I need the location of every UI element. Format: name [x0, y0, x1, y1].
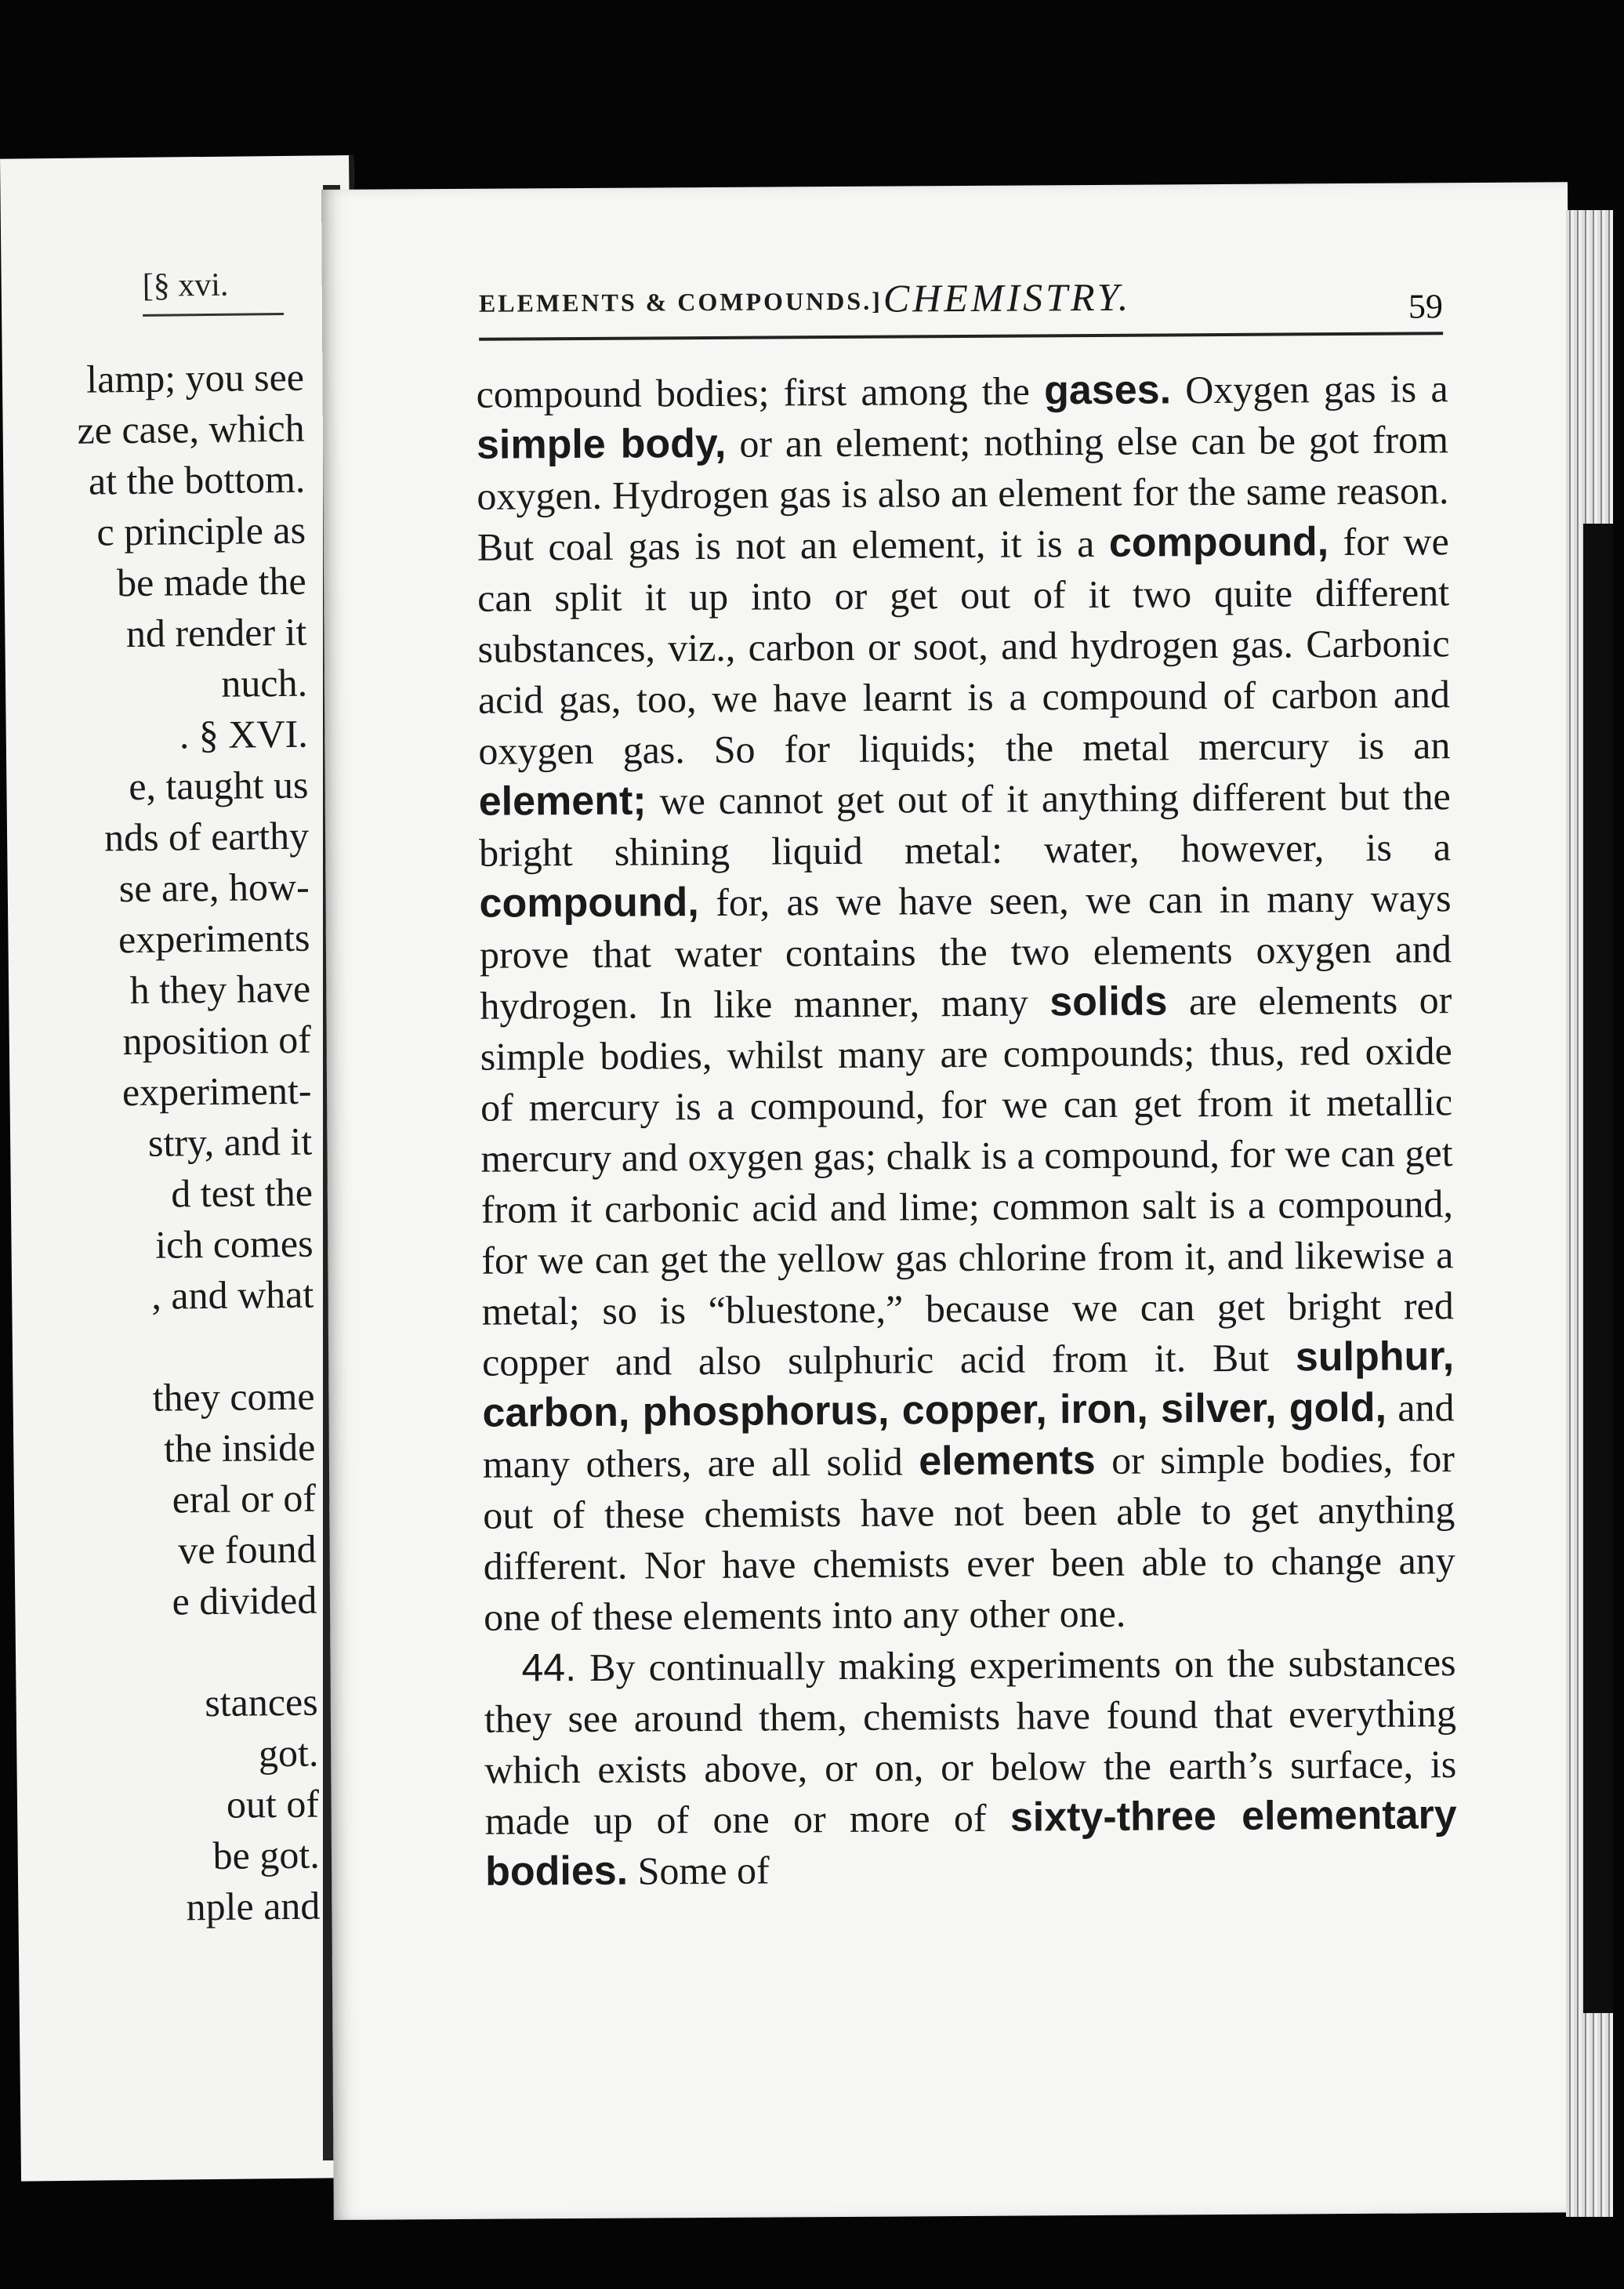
- page-edge: [1566, 210, 1613, 2217]
- left-page-line: ich comes: [154, 1221, 314, 1267]
- running-head: ELEMENTS & COMPOUNDS.]: [478, 286, 883, 317]
- bold-term: gases.: [1043, 367, 1172, 414]
- left-page-line: . § XVI.: [179, 711, 309, 757]
- text-run: or an element; nothing else can be got from oxygen. Hydrogen gas is also an element for the same reason. But coal gas is not an element, it is a: [477, 417, 1449, 569]
- bold-term: simple body,: [476, 420, 727, 468]
- left-page-line: e, taught us: [128, 762, 309, 809]
- left-page: [0, 155, 375, 2182]
- left-page-line: at the bottom.: [88, 456, 306, 503]
- text-run: compound bodies; first among the: [476, 368, 1045, 416]
- text-run: and many others, are all solid: [482, 1385, 1455, 1486]
- bold-term: compound,: [1108, 519, 1329, 566]
- left-page-line: got.: [258, 1730, 319, 1776]
- left-page-line: h they have: [129, 966, 311, 1013]
- left-page-line: e divided: [172, 1577, 317, 1623]
- left-page-line: the inside: [163, 1424, 316, 1471]
- left-page-line: nple and: [186, 1883, 321, 1929]
- left-running-head: [§ xvi.: [142, 266, 284, 317]
- bold-term: sulphur, carbon, phosphorus, copper, iron, silver, gold,: [482, 1333, 1455, 1436]
- text-run: we cannot get out of it anything different but the bright shining liquid metal: water, however, is a: [478, 774, 1452, 875]
- left-page-line: be made the: [116, 558, 306, 605]
- left-page-line: [0, 1626, 317, 1680]
- left-page-line: experiments: [118, 915, 310, 962]
- page-header: [478, 274, 1444, 341]
- left-page-line: nds of earthy: [103, 813, 310, 860]
- book-title: CHEMISTRY.: [883, 274, 1132, 321]
- bold-term: solids: [1049, 978, 1168, 1025]
- left-page-line: eral or of: [172, 1475, 317, 1522]
- left-page-line: c principle as: [96, 507, 306, 554]
- left-page-line: they come: [152, 1373, 315, 1420]
- left-page-line: se are, how-: [118, 864, 310, 911]
- text-run: are elements or simple bodies, whilst many are compounds; thus, red oxide of mercury is a compound, for we can get from it metallic mercury and oxygen gas; chalk is a compound, for we can get from it carbonic acid and lime; common salt is a compound, for we can get the yellow gas chlorine from it, and likewise a metal; so is “bluestone,” because we can get bright red copper and also sulphuric acid from it. But: [480, 978, 1454, 1384]
- left-page-line: nd render it: [125, 609, 307, 656]
- left-page-line: be got.: [212, 1832, 320, 1877]
- bold-term: elements: [919, 1437, 1096, 1485]
- body-text: [476, 363, 1457, 1898]
- bold-term: compound,: [479, 880, 699, 927]
- left-page-line: stances: [204, 1679, 318, 1725]
- text-run: for, as we have seen, we can in many ways prove that water contains the two elements oxygen and hydrogen. In like manner, many: [479, 876, 1452, 1028]
- bold-term: sixty-three elementary bodies.: [484, 1792, 1457, 1895]
- left-page-line: d test the: [171, 1170, 314, 1216]
- left-page-line: [0, 1320, 314, 1374]
- left-page-line: nuch.: [221, 660, 308, 706]
- left-page-line: out of: [226, 1781, 320, 1826]
- text-run: Oxygen gas is a: [1170, 366, 1448, 412]
- text-run: for we can split it up into or get out of it two quite different substances, viz., carbon or soot, and hydrogen gas. Carbonic acid gas, too, we have learnt is a compound of carbon and oxygen gas. So for liquids; the metal mercury is an: [477, 519, 1451, 773]
- page-number: 59: [1408, 287, 1444, 326]
- left-page-line: lamp; you see: [85, 354, 305, 401]
- left-page-line: experiment-: [121, 1068, 312, 1115]
- text-run: Some of: [627, 1848, 770, 1893]
- paragraph-number: 44.: [521, 1645, 577, 1690]
- left-page-line: ve found: [177, 1526, 317, 1573]
- left-page-line: , and what: [151, 1271, 314, 1318]
- left-page-line: ze case, which: [77, 405, 305, 452]
- text-run: or simple bodies, for out of these chemists have not been able to get anything different. Nor have chemists ever been able to change any one of these elements into any other one.: [483, 1436, 1455, 1639]
- left-page-line: stry, and it: [147, 1119, 313, 1165]
- text-run: By continually making experiments on the substances they see around them, chemists have found that everything which exists above, or on, or below the earth’s surface, is made up of one or more of: [484, 1640, 1457, 1843]
- left-page-line: nposition of: [122, 1017, 312, 1064]
- paragraph-2: [484, 1637, 1457, 1898]
- right-page: [321, 182, 1580, 2220]
- paragraph-1: [476, 363, 1455, 1643]
- left-page-text: [0, 352, 321, 1935]
- bold-term: element;: [478, 778, 647, 825]
